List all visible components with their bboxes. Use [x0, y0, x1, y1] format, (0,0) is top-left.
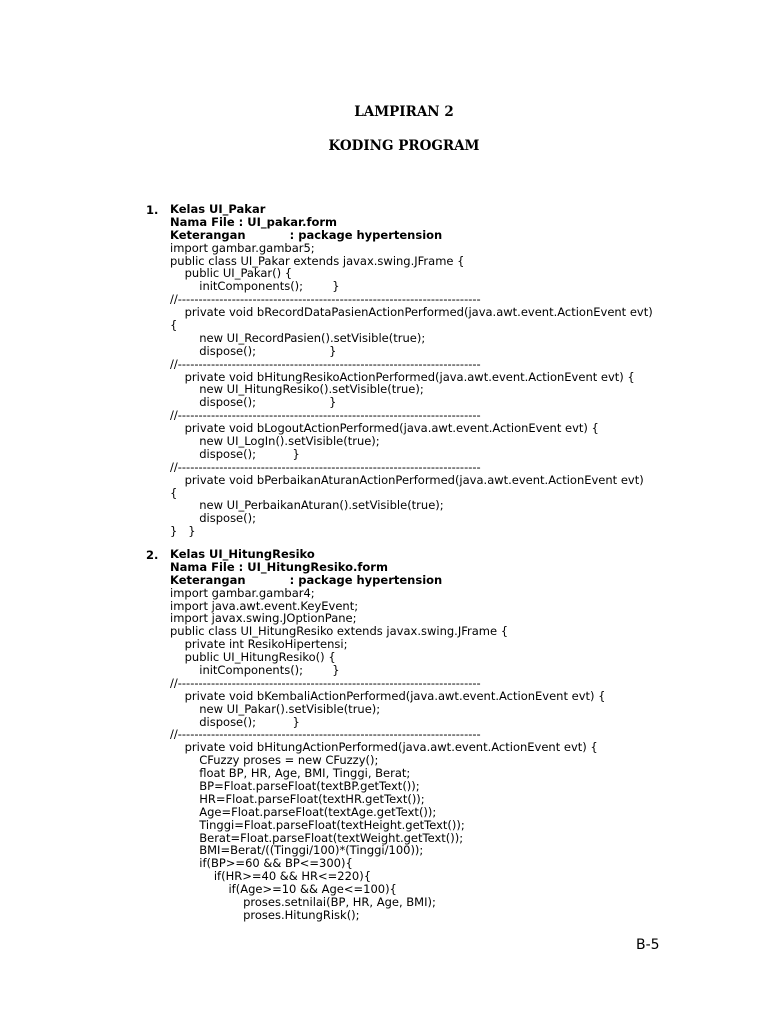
header-line: Keterangan : package hypertension	[170, 227, 443, 242]
code-line: new UI_PerbaikanAturan().setVisible(true);	[170, 498, 444, 513]
code-line: dispose(); }	[170, 714, 300, 729]
code-line: new UI_HitungResiko().setVisible(true);	[170, 382, 424, 397]
code-line: BMI=Berat/((Tinggi/100)*(Tinggi/100));	[170, 843, 424, 858]
code-line: import gambar.gambar5;	[170, 240, 315, 255]
code-line: public class UI_Pakar extends javax.swing.JFrame {	[170, 253, 465, 268]
code-line: {	[170, 318, 178, 333]
code-line: Berat=Float.parseFloat(textWeight.getText());	[170, 830, 464, 845]
code-line: new UI_RecordPasien().setVisible(true);	[170, 330, 426, 345]
code-line: dispose();	[170, 511, 256, 526]
code-line: new UI_Pakar().setVisible(true);	[170, 701, 381, 716]
header-line: Keterangan : package hypertension	[170, 572, 443, 587]
code-line: BP=Float.parseFloat(textBP.getText());	[170, 779, 420, 794]
header-line: Kelas UI_HitungResiko	[170, 547, 315, 561]
code-line: dispose(); }	[170, 446, 300, 461]
code-line: proses.HitungRisk();	[170, 907, 360, 922]
code-line: new UI_LogIn().setVisible(true);	[170, 434, 380, 449]
code-line: if(HR>=40 && HR<=220){	[170, 869, 372, 884]
header-line: Kelas UI_Pakar	[170, 202, 266, 216]
code-line: initComponents(); }	[170, 663, 340, 678]
code-line: private void bHitungResikoActionPerformed(java.awt.event.ActionEvent evt) {	[170, 369, 635, 384]
section-number: 1.	[146, 203, 159, 217]
code-line: import java.awt.event.KeyEvent;	[170, 598, 359, 613]
code-block	[170, 203, 746, 538]
code-line: } }	[170, 524, 196, 539]
code-line: //-------------------------------------------------------------------------	[170, 292, 481, 307]
code-line: //-------------------------------------------------------------------------	[170, 675, 481, 690]
code-line: //-------------------------------------------------------------------------	[170, 356, 481, 371]
code-line: public class UI_HitungResiko extends javax.swing.JFrame {	[170, 624, 509, 639]
code-line: if(BP>=60 && BP<=300){	[170, 856, 353, 871]
code-line: //-------------------------------------------------------------------------	[170, 459, 481, 474]
code-line: float BP, HR, Age, BMI, Tinggi, Berat;	[170, 766, 411, 781]
code-line: HR=Float.parseFloat(textHR.getText());	[170, 791, 425, 806]
code-line: private void bRecordDataPasienActionPerformed(java.awt.event.ActionEvent evt)	[170, 305, 653, 320]
appendix-title: LAMPIRAN 2	[354, 104, 454, 120]
code-line: //-------------------------------------------------------------------------	[170, 727, 481, 742]
code-line: import javax.swing.JOptionPane;	[170, 611, 357, 626]
code-line: dispose(); }	[170, 395, 337, 410]
code-line: private void bPerbaikanAturanActionPerformed(java.awt.event.ActionEvent evt)	[170, 472, 644, 487]
code-line: if(Age>=10 && Age<=100){	[170, 882, 397, 897]
code-line: public UI_Pakar() {	[170, 266, 293, 281]
code-line: private void bLogoutActionPerformed(java.awt.event.ActionEvent evt) {	[170, 421, 599, 436]
header-line: Nama File : UI_pakar.form	[170, 214, 338, 229]
code-line: proses.setnilai(BP, HR, Age, BMI);	[170, 895, 436, 910]
code-line: //-------------------------------------------------------------------------	[170, 408, 481, 423]
page-number: B-5	[636, 937, 660, 953]
code-line: {	[170, 485, 178, 500]
code-line: dispose(); }	[170, 343, 337, 358]
code-line: initComponents(); }	[170, 279, 340, 294]
code-line: private void bHitungActionPerformed(java.awt.event.ActionEvent evt) {	[170, 740, 598, 755]
code-line: Age=Float.parseFloat(textAge.getText());	[170, 804, 437, 819]
section-number: 2.	[146, 548, 159, 562]
code-line: CFuzzy proses = new CFuzzy();	[170, 753, 379, 768]
code-line: private int ResikoHipertensi;	[170, 637, 348, 652]
section-title: KODING PROGRAM	[328, 138, 480, 154]
code-line: public UI_HitungResiko() {	[170, 650, 336, 665]
code-line: import gambar.gambar4;	[170, 585, 315, 600]
code-line: Tinggi=Float.parseFloat(textHeight.getText());	[170, 817, 465, 832]
code-block	[170, 548, 746, 922]
code-line: private void bKembaliActionPerformed(java.awt.event.ActionEvent evt) {	[170, 688, 606, 703]
header-line: Nama File : UI_HitungResiko.form	[170, 559, 388, 574]
